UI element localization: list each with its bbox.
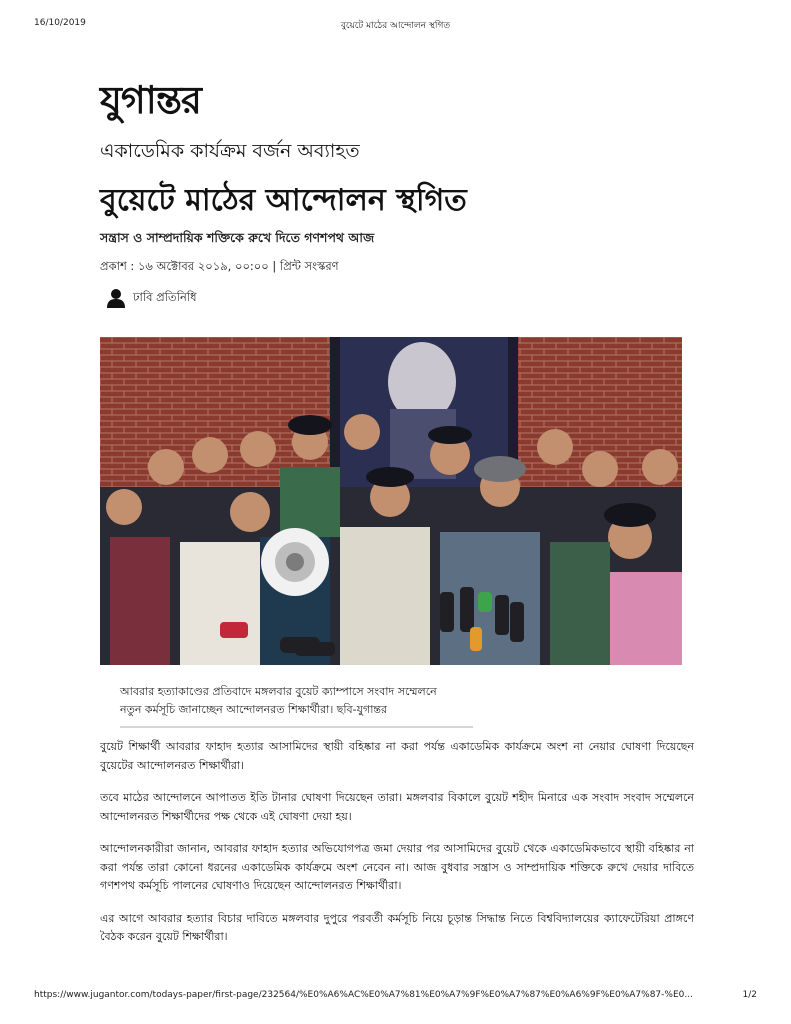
- article-body: [100, 738, 694, 961]
- caption-divider: [120, 726, 473, 728]
- page-url[interactable]: https://www.jugantor.com/todays-paper/first-page/232564/%E0%A6%AC%E0%A7%81%E0%A7%9F%E0%A7%87%E0%A6%9F%E0%A7%87-%E0...: [34, 990, 693, 1000]
- author-name: ঢাবি প্রতিনিধি: [133, 289, 197, 304]
- page-number: 1/2: [742, 990, 757, 1000]
- article-paragraph: বুয়েট শিক্ষার্থী আবরার ফাহাদ হত্যার আসামিদের স্থায়ী বহিষ্কার না করা পর্যন্ত একাডেমিক কার্যক্রমে অংশ না নেয়ার ঘোষণা দিয়েছেন বুয়েটের আন্দোলনরত শিক্ষার্থীরা।: [100, 740, 694, 772]
- author-byline: [107, 287, 197, 309]
- photo-caption-line: আবরার হত্যাকাণ্ডের প্রতিবাদে মঙ্গলবার বুয়েট ক্যাম্পাসে সংবাদ সম্মেলনে: [120, 685, 437, 698]
- print-page-title: বুয়েটে মাঠের আন্দোলন স্থগিত: [340, 21, 451, 31]
- publish-info: প্রকাশ : ১৬ অক্টোবর ২০১৯, ০০:০০ | প্রিন্ট সংস্করণ: [100, 259, 339, 273]
- article-paragraph: তবে মাঠের আন্দোলনে আপাতত ইতি টানার ঘোষণা দিয়েছেন তারা। মঙ্গলবার বিকালে বুয়েট শহীদ মিনারে এক সংবাদ সংবাদ সম্মেলনে আন্দোলনরত শিক্ষার্থীদের পক্ষ থেকে এই ঘোষণা দেয়া হয়।: [100, 791, 694, 823]
- article-paragraph: আন্দোলনকারীরা জানান, আবরার ফাহাদ হত্যার অভিযোগপত্র জমা দেয়ার পর আসামিদের বুয়েট থেকে একাডেমিকভাবে স্থায়ী বহিষ্কার না করা পর্যন্ত তারা কোনো ধরনের একাডেমিক কার্যক্রমে অংশ নেবেন না। আজ বুধবার সন্ত্রাস ও সাম্প্রদায়িক শক্তিকে রুখে দেয়ার দাবিতে গণশপথ কর্মসূচি পালনের ঘোষণাও দিয়েছেন আন্দোলনরত শিক্ষার্থীরা।: [100, 842, 694, 892]
- article-headline: বুয়েটে মাঠের আন্দোলন স্থগিত: [100, 183, 467, 218]
- article-shoulder: একাডেমিক কার্যক্রম বর্জন অব্যাহত: [100, 140, 360, 162]
- print-footer: [34, 990, 757, 1004]
- masthead-logo[interactable]: যুগান্তর: [100, 77, 201, 122]
- article-photo: [100, 337, 682, 665]
- print-date: 16/10/2019: [34, 18, 86, 28]
- user-icon: [107, 288, 125, 308]
- photo-caption-line: নতুন কর্মসূচি জানাচ্ছেন আন্দোলনরত শিক্ষার্থীরা। ছবি-যুগান্তর: [120, 703, 388, 716]
- print-header: [34, 18, 757, 32]
- photo-caption: [120, 683, 480, 719]
- article-subhead: সন্ত্রাস ও সাম্প্রদায়িক শক্তিকে রুখে দিতে গণশপথ আজ: [100, 230, 375, 245]
- article-paragraph: এর আগে আবরার হত্যার বিচার দাবিতে মঙ্গলবার দুপুরে পরবর্তী কর্মসূচি নিয়ে চূড়ান্ত সিদ্ধান্ত নিতে বিশ্ববিদ্যালয়ের ক্যাফেটেরিয়া প্রাঙ্গণে বৈঠক করেন বুয়েট শিক্ষার্থীরা।: [100, 911, 694, 943]
